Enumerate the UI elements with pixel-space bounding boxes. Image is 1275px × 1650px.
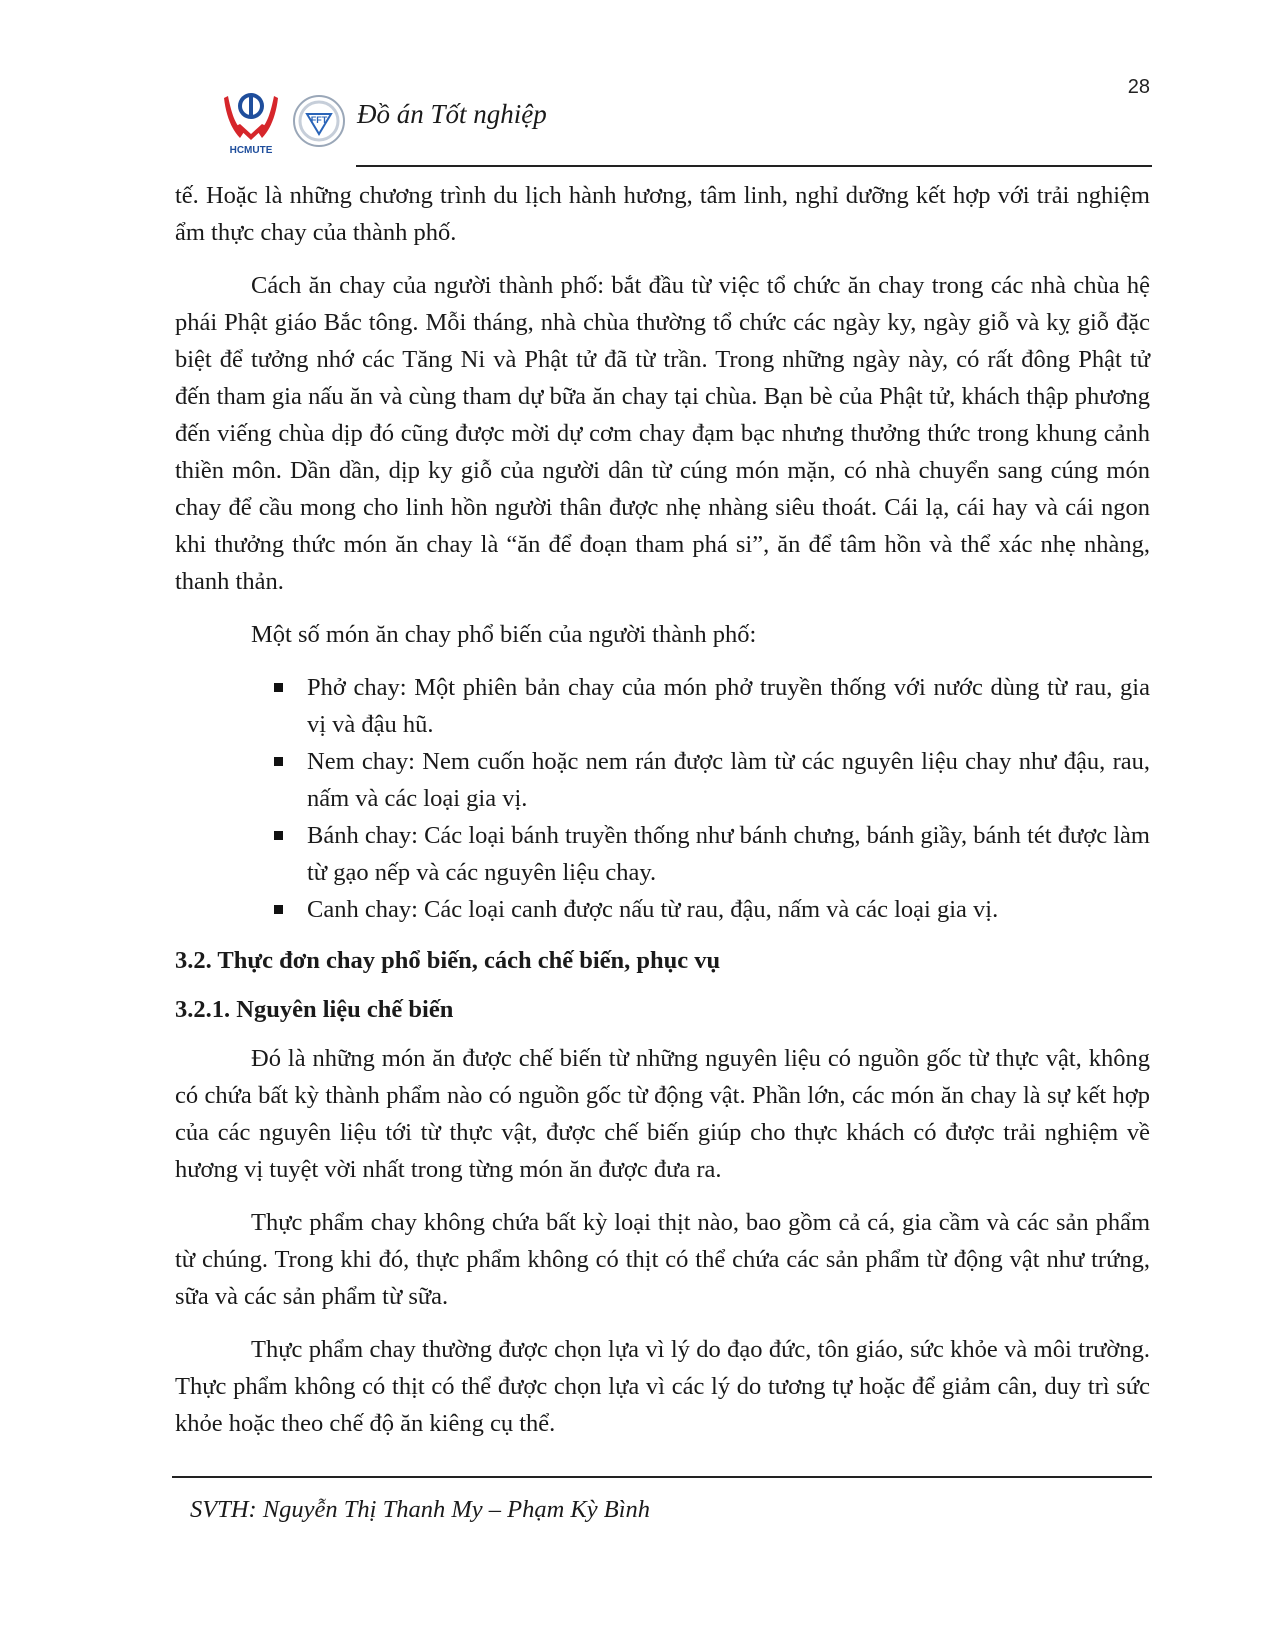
square-bullet-icon	[274, 831, 283, 840]
paragraph-definition: Đó là những món ăn được chế biến từ những nguyên liệu có nguồn gốc từ thực vật, không có chứa bất kỳ thành phẩm nào có nguồn gốc từ động vật. Phần lớn, các món ăn chay là sự kết hợp của các nguyên liệu tới từ thực vật, được chế biến giúp cho thực khách có được trải nghiệm về hương vị tuyệt vời nhất trong từng món ăn được đưa ra.	[175, 1045, 1150, 1183]
header-divider	[356, 165, 1152, 167]
list-item	[175, 891, 1150, 928]
list-item-text: Bánh chay: Các loại bánh truyền thống như bánh chưng, bánh giầy, bánh tét được làm từ gạo nếp và các nguyên liệu chay.	[307, 822, 1150, 886]
svg-text:FFT: FFT	[310, 115, 328, 125]
fft-logo	[292, 94, 346, 148]
list-item	[175, 743, 1150, 817]
square-bullet-icon	[274, 683, 283, 692]
paragraph-eating-habits: Cách ăn chay của người thành phố: bắt đầu từ việc tổ chức ăn chay trong các nhà chùa hệ phái Phật giáo Bắc tông. Mỗi tháng, nhà chùa thường tổ chức các ngày ky, ngày giỗ và kỵ giỗ đặc biệt để tưởng nhớ các Tăng Ni và Phật tử đã từ trần. Trong những ngày này, có rất đông Phật tử đến tham gia nấu ăn và cùng tham dự bữa ăn chay tại chùa. Bạn bè của Phật tử, khách thập phương đến viếng chùa dịp đó cũng được mời dự cơm chay đạm bạc nhưng thưởng thức trong khung cảnh thiền môn. Dần dần, dịp ky giỗ của người dân từ cúng món mặn, có nhà chuyển sang cúng món chay để cầu mong cho linh hồn người thân được nhẹ nhàng siêu thoát. Cái lạ, cái hay và cái ngon khi thưởng thức món ăn chay là “ăn để đoạn tham phá si”, ăn để tâm hồn và thể xác nhẹ nhàng, thanh thản.	[175, 272, 1150, 595]
page-header	[0, 0, 1275, 175]
list-item-text: Phở chay: Một phiên bản chay của món phở truyền thống với nước dùng từ rau, gia vị và đậu hũ.	[307, 674, 1150, 738]
paragraph-no-meat: Thực phẩm chay không chứa bất kỳ loại thịt nào, bao gồm cả cá, gia cầm và các sản phẩm từ chúng. Trong khi đó, thực phẩm không có thịt có thể chứa các sản phẩm từ động vật như trứng, sữa và các sản phẩm từ sữa.	[175, 1209, 1150, 1310]
paragraph-continued: tế. Hoặc là những chương trình du lịch hành hương, tâm linh, nghỉ dưỡng kết hợp với trải nghiệm ẩm thực chay của thành phố.	[175, 182, 1150, 246]
square-bullet-icon	[274, 905, 283, 914]
list-item	[175, 669, 1150, 743]
document-title: Đồ án Tốt nghiệp	[357, 99, 547, 129]
footer-authors: SVTH: Nguyễn Thị Thanh My – Phạm Kỳ Bình	[190, 1496, 651, 1523]
subsection-heading: 3.2.1. Nguyên liệu chế biến	[175, 996, 454, 1023]
page-number: 28	[1127, 76, 1150, 98]
section-heading: 3.2. Thực đơn chay phổ biến, cách chế biến, phục vụ	[175, 947, 721, 974]
footer-divider	[172, 1476, 1152, 1478]
svg-text:HCMUTE: HCMUTE	[229, 145, 273, 156]
page-content	[175, 177, 1150, 1458]
paragraph-reasons: Thực phẩm chay thường được chọn lựa vì lý do đạo đức, tôn giáo, sức khỏe và môi trường. Thực phẩm không có thịt có thể được chọn lựa vì các lý do tương tự hoặc để giảm cân, duy trì sức khỏe hoặc theo chế độ ăn kiêng cụ thể.	[175, 1336, 1150, 1437]
hcmute-logo	[222, 86, 280, 156]
dish-list	[175, 669, 1150, 928]
list-item	[175, 817, 1150, 891]
list-item-text: Canh chay: Các loại canh được nấu từ rau, đậu, nấm và các loại gia vị.	[307, 896, 999, 923]
square-bullet-icon	[274, 757, 283, 766]
paragraph-popular-dishes-intro: Một số món ăn chay phổ biến của người thành phố:	[251, 621, 757, 648]
list-item-text: Nem chay: Nem cuốn hoặc nem rán được làm từ các nguyên liệu chay như đậu, rau, nấm và các loại gia vị.	[307, 748, 1150, 812]
